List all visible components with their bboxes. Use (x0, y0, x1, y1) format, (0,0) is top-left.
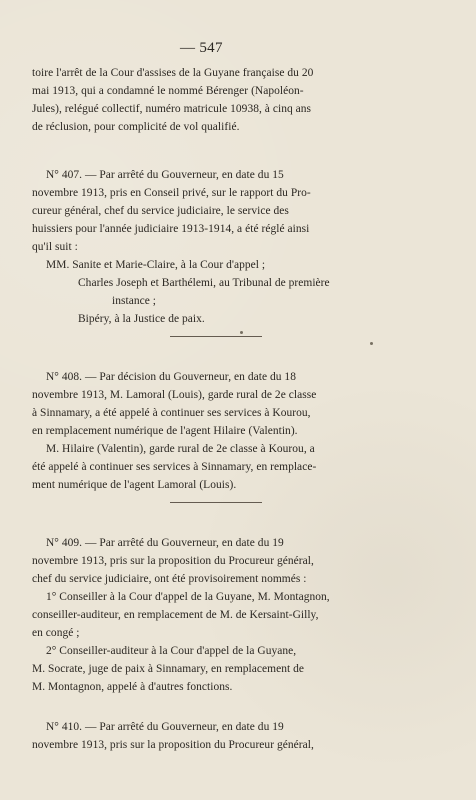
text-line: novembre 1913, pris en Conseil privé, sur le rapport du Pro- (32, 187, 311, 199)
text-line: N° 408. — Par décision du Gouverneur, en date du 18 (46, 371, 296, 383)
text-line: conseiller-auditeur, en remplacement de M. de Kersaint-Gilly, (32, 609, 319, 621)
spacer (32, 346, 418, 368)
print-speck (240, 331, 243, 334)
text-line: Jules), relégué collectif, numéro matricule 10938, à cinq ans (32, 103, 312, 115)
divider-line (170, 502, 262, 503)
text-line: 2° Conseiller-auditeur à la Cour d'appel de la Guyane, (46, 645, 297, 657)
paragraph-407 (32, 166, 418, 328)
text-line: 1° Conseiller à la Cour d'appel de la Guyane, M. Montagnon, (46, 591, 330, 603)
paragraph-410 (32, 718, 418, 754)
text-line: mai 1913, qui a condamné le nommé Bérenger (Napoléon- (32, 85, 304, 97)
text-line: cureur général, chef du service judiciaire, le service des (32, 205, 289, 217)
text-line: N° 409. — Par arrêté du Gouverneur, en date du 19 (46, 537, 284, 549)
subitem-line: instance ; (112, 295, 157, 307)
text-line: qu'il suit : (32, 241, 78, 253)
text-line: N° 407. — Par arrêté du Gouverneur, en date du 15 (46, 169, 284, 181)
text-line: M. Montagnon, appelé à d'autres fonctions. (32, 681, 233, 693)
text-line: chef du service judiciaire, ont été provisoirement nommés : (32, 573, 307, 585)
text-line: en congé ; (32, 627, 80, 639)
text-line: novembre 1913, M. Lamoral (Louis), garde rural de 2e classe (32, 389, 317, 401)
print-speck (370, 342, 373, 345)
paragraph-intro (32, 64, 418, 136)
text-line: huissiers pour l'année judiciaire 1913-1914, a été réglé ainsi (32, 223, 310, 235)
text-line: de réclusion, pour complicité de vol qualifié. (32, 121, 240, 133)
page-number: — 547 (180, 40, 223, 56)
divider-line (170, 336, 262, 337)
paragraph-409 (32, 534, 418, 696)
text-line: N° 410. — Par arrêté du Gouverneur, en date du 19 (46, 721, 284, 733)
section-divider (32, 328, 418, 346)
text-line: été appelé à continuer ses services à Sinnamary, en remplace- (32, 461, 317, 473)
section-divider (32, 494, 418, 512)
subitem-line: Bipéry, à la Justice de paix. (78, 313, 205, 325)
document-body (32, 64, 418, 754)
text-line: toire l'arrêt de la Cour d'assises de la Guyane française du 20 (32, 67, 314, 79)
text-line: novembre 1913, pris sur la proposition du Procureur général, (32, 555, 314, 567)
spacer (32, 696, 418, 718)
text-line: M. Hilaire (Valentin), garde rural de 2e classe à Kourou, a (46, 443, 315, 455)
text-line: M. Socrate, juge de paix à Sinnamary, en remplacement de (32, 663, 305, 675)
paragraph-408 (32, 368, 418, 494)
subitem-line: Charles Joseph et Barthélemi, au Tribunal de première (78, 277, 330, 289)
subitem-line: MM. Sanite et Marie-Claire, à la Cour d'appel ; (46, 259, 266, 271)
spacer (32, 512, 418, 534)
text-line: à Sinnamary, a été appelé à continuer ses services à Kourou, (32, 407, 311, 419)
text-line: novembre 1913, pris sur la proposition du Procureur général, (32, 739, 314, 751)
text-line: en remplacement numérique de l'agent Hilaire (Valentin). (32, 425, 298, 437)
spacer (32, 136, 418, 166)
text-line: ment numérique de l'agent Lamoral (Louis). (32, 479, 237, 491)
